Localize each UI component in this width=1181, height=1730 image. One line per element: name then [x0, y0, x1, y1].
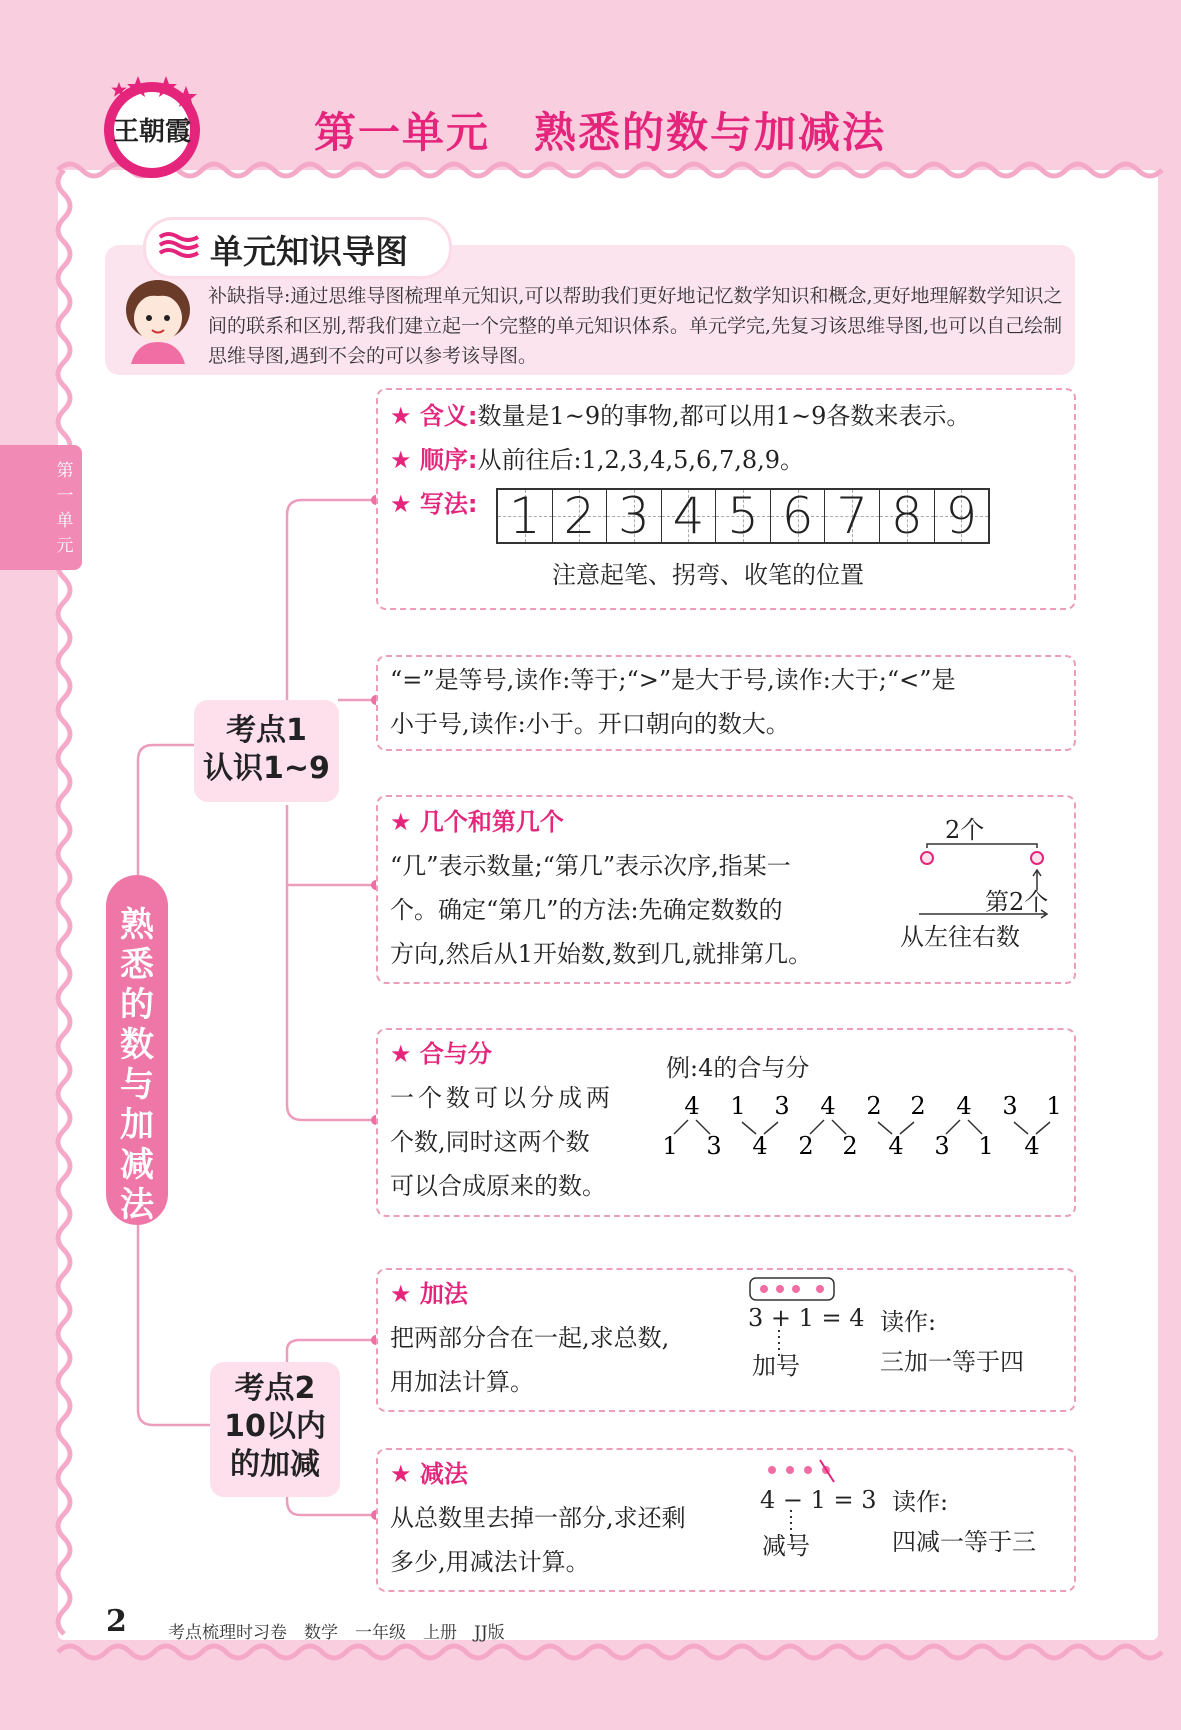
root-label: 熟悉的数与加减法: [120, 905, 154, 1225]
part-number: 3: [1002, 1092, 1018, 1120]
subtraction-sign-name: 减号: [762, 1532, 810, 1560]
logo-text: 王朝霞: [112, 117, 192, 147]
addition-equation: 3 + 1 = 4: [748, 1304, 865, 1332]
meaning-text: 数量是1~9的事物,都可以用1~9各数来表示。: [477, 402, 971, 430]
addition-read-label: 读作:: [880, 1308, 937, 1336]
topic-node-2: [210, 1362, 340, 1497]
girl-avatar-icon: [117, 272, 199, 366]
whole-number: 4: [956, 1092, 972, 1120]
subtraction-line1: 从总数里去掉一部分,求还剩: [390, 1504, 686, 1532]
whole-number: 4: [820, 1092, 836, 1120]
page-number: 2: [106, 1604, 127, 1639]
digit-cell: 3: [607, 490, 662, 542]
wave-lines-icon: [158, 231, 200, 259]
writing-label: 写法:: [419, 490, 478, 518]
split-diagram: [662, 1092, 721, 1160]
star-icon: ★: [390, 402, 420, 430]
subtraction-equation: 4 − 1 = 3: [760, 1486, 877, 1514]
whole-number: 4: [684, 1092, 700, 1120]
diagram-direction-label: 从左往右数: [900, 923, 1020, 951]
meaning-row: [390, 394, 970, 438]
meaning-label: 含义:: [419, 402, 478, 430]
part-number: 2: [910, 1092, 926, 1120]
compose-label: 合与分: [419, 1040, 492, 1068]
digit-cell: 8: [880, 490, 935, 542]
compose-example-title: 例:4的合与分: [666, 1054, 810, 1082]
bottom-wave-border: [0, 1640, 1181, 1664]
topic1-line2: 认识1~9: [203, 751, 330, 786]
writing-note: 注意起笔、拐弯、收笔的位置: [552, 561, 864, 589]
side-tab-label: 第一单元: [56, 461, 74, 556]
chapter-title: 第一单元 熟悉的数与加减法: [313, 108, 886, 157]
symbols-line1: “=”是等号,读作:等于;“>”是大于号,读作:大于;“<”是: [390, 666, 956, 694]
subtraction-line2: 多少,用减法计算。: [390, 1548, 590, 1576]
digit-cell: 9: [935, 490, 989, 542]
part-number: 2: [842, 1132, 858, 1160]
compose-line2: 个数,同时这两个数: [390, 1128, 590, 1156]
addition-read-text: 三加一等于四: [880, 1348, 1024, 1376]
left-wave-border: [52, 170, 76, 1640]
order-text: 从前往后:1,2,3,4,5,6,7,8,9。: [477, 446, 805, 474]
compose-line3: 可以合成原来的数。: [390, 1172, 606, 1200]
topic2-line1: 考点2: [234, 1371, 316, 1406]
digit-cell: 7: [825, 490, 880, 542]
split-diagram: [798, 1092, 857, 1160]
part-number: 2: [798, 1132, 814, 1160]
count-order-label: 几个和第几个: [419, 808, 564, 836]
addition-label: 加法: [419, 1280, 468, 1308]
side-tab: [0, 445, 82, 570]
compose-line1: 一个数可以分成两: [390, 1084, 614, 1112]
subtraction-label: 减法: [419, 1460, 468, 1488]
subtraction-read-text: 四减一等于三: [892, 1528, 1036, 1556]
count-order-title: [390, 800, 564, 844]
part-number: 3: [706, 1132, 722, 1160]
whole-number: 4: [1024, 1132, 1040, 1160]
subtraction-title: [390, 1452, 468, 1496]
star-icon: ★: [390, 1460, 420, 1488]
part-number: 3: [774, 1092, 790, 1120]
topic1-line1: 考点1: [226, 713, 307, 748]
split-diagram: [866, 1092, 925, 1160]
writing-row: [390, 482, 477, 526]
whole-number: 4: [888, 1132, 904, 1160]
digit-writing-grid: [496, 488, 990, 544]
addition-sign-name: 加号: [752, 1352, 800, 1380]
digit-cell: 6: [771, 490, 826, 542]
topic2-line3: 的加减: [230, 1447, 320, 1482]
part-number: 1: [730, 1092, 746, 1120]
star-icon: ★: [390, 808, 420, 836]
compose-title: [390, 1032, 492, 1076]
whole-number: 4: [752, 1132, 768, 1160]
topic-node-1: [194, 700, 339, 802]
digit-cell: 5: [716, 490, 771, 542]
digit-cell: 4: [662, 490, 717, 542]
section-title: 单元知识导图: [210, 232, 408, 271]
count-order-line1: “几”表示数量;“第几”表示次序,指某一: [390, 852, 791, 880]
split-diagram: [730, 1092, 789, 1160]
intro-text: 补缺指导:通过思维导图梳理单元知识,可以帮助我们更好地记忆数学知识和概念,更好地理解数学知识之间的联系和区别,帮我们建立起一个完整的单元知识体系。单元学完,先复习该思维导图,也可以自己绘制思维导图,遇到不会的可以参考该导图。: [208, 285, 1063, 367]
diagram-order-label: 第2个: [985, 888, 1049, 916]
compose-example: [660, 1092, 1070, 1162]
star-icon: ★: [390, 1280, 420, 1308]
addition-line1: 把两部分合在一起,求总数,: [390, 1324, 670, 1352]
count-order-line3: 方向,然后从1开始数,数到几,就排第几。: [390, 940, 813, 968]
diagram-count-label: 2个: [945, 816, 985, 844]
brand-logo: [98, 68, 206, 180]
topic2-line2: 10以内: [224, 1409, 326, 1444]
split-diagram: [1002, 1092, 1061, 1160]
order-label: 顺序:: [419, 446, 478, 474]
star-icon: ★: [390, 490, 420, 518]
star-icon: ★: [390, 446, 420, 474]
subtraction-read-label: 读作:: [892, 1488, 949, 1516]
star-icon: ★: [390, 1040, 420, 1068]
part-number: 1: [978, 1132, 994, 1160]
addition-line2: 用加法计算。: [390, 1368, 534, 1396]
symbols-line2: 小于号,读作:小于。开口朝向的数大。: [390, 710, 790, 738]
part-number: 1: [1046, 1092, 1062, 1120]
count-order-line2: 个。确定“第几”的方法:先确定数数的: [390, 896, 783, 924]
split-diagrams: [660, 1092, 1070, 1162]
part-number: 3: [934, 1132, 950, 1160]
split-diagram: [934, 1092, 993, 1160]
digit-cell: 2: [553, 490, 608, 542]
digit-cell: 1: [498, 490, 553, 542]
part-number: 1: [662, 1132, 678, 1160]
mindmap-root: [106, 875, 168, 1225]
order-row: [390, 438, 804, 482]
book-info: 考点梳理时习卷 数学 一年级 上册 JJ版: [168, 1623, 505, 1643]
part-number: 2: [866, 1092, 882, 1120]
addition-title: [390, 1272, 468, 1316]
